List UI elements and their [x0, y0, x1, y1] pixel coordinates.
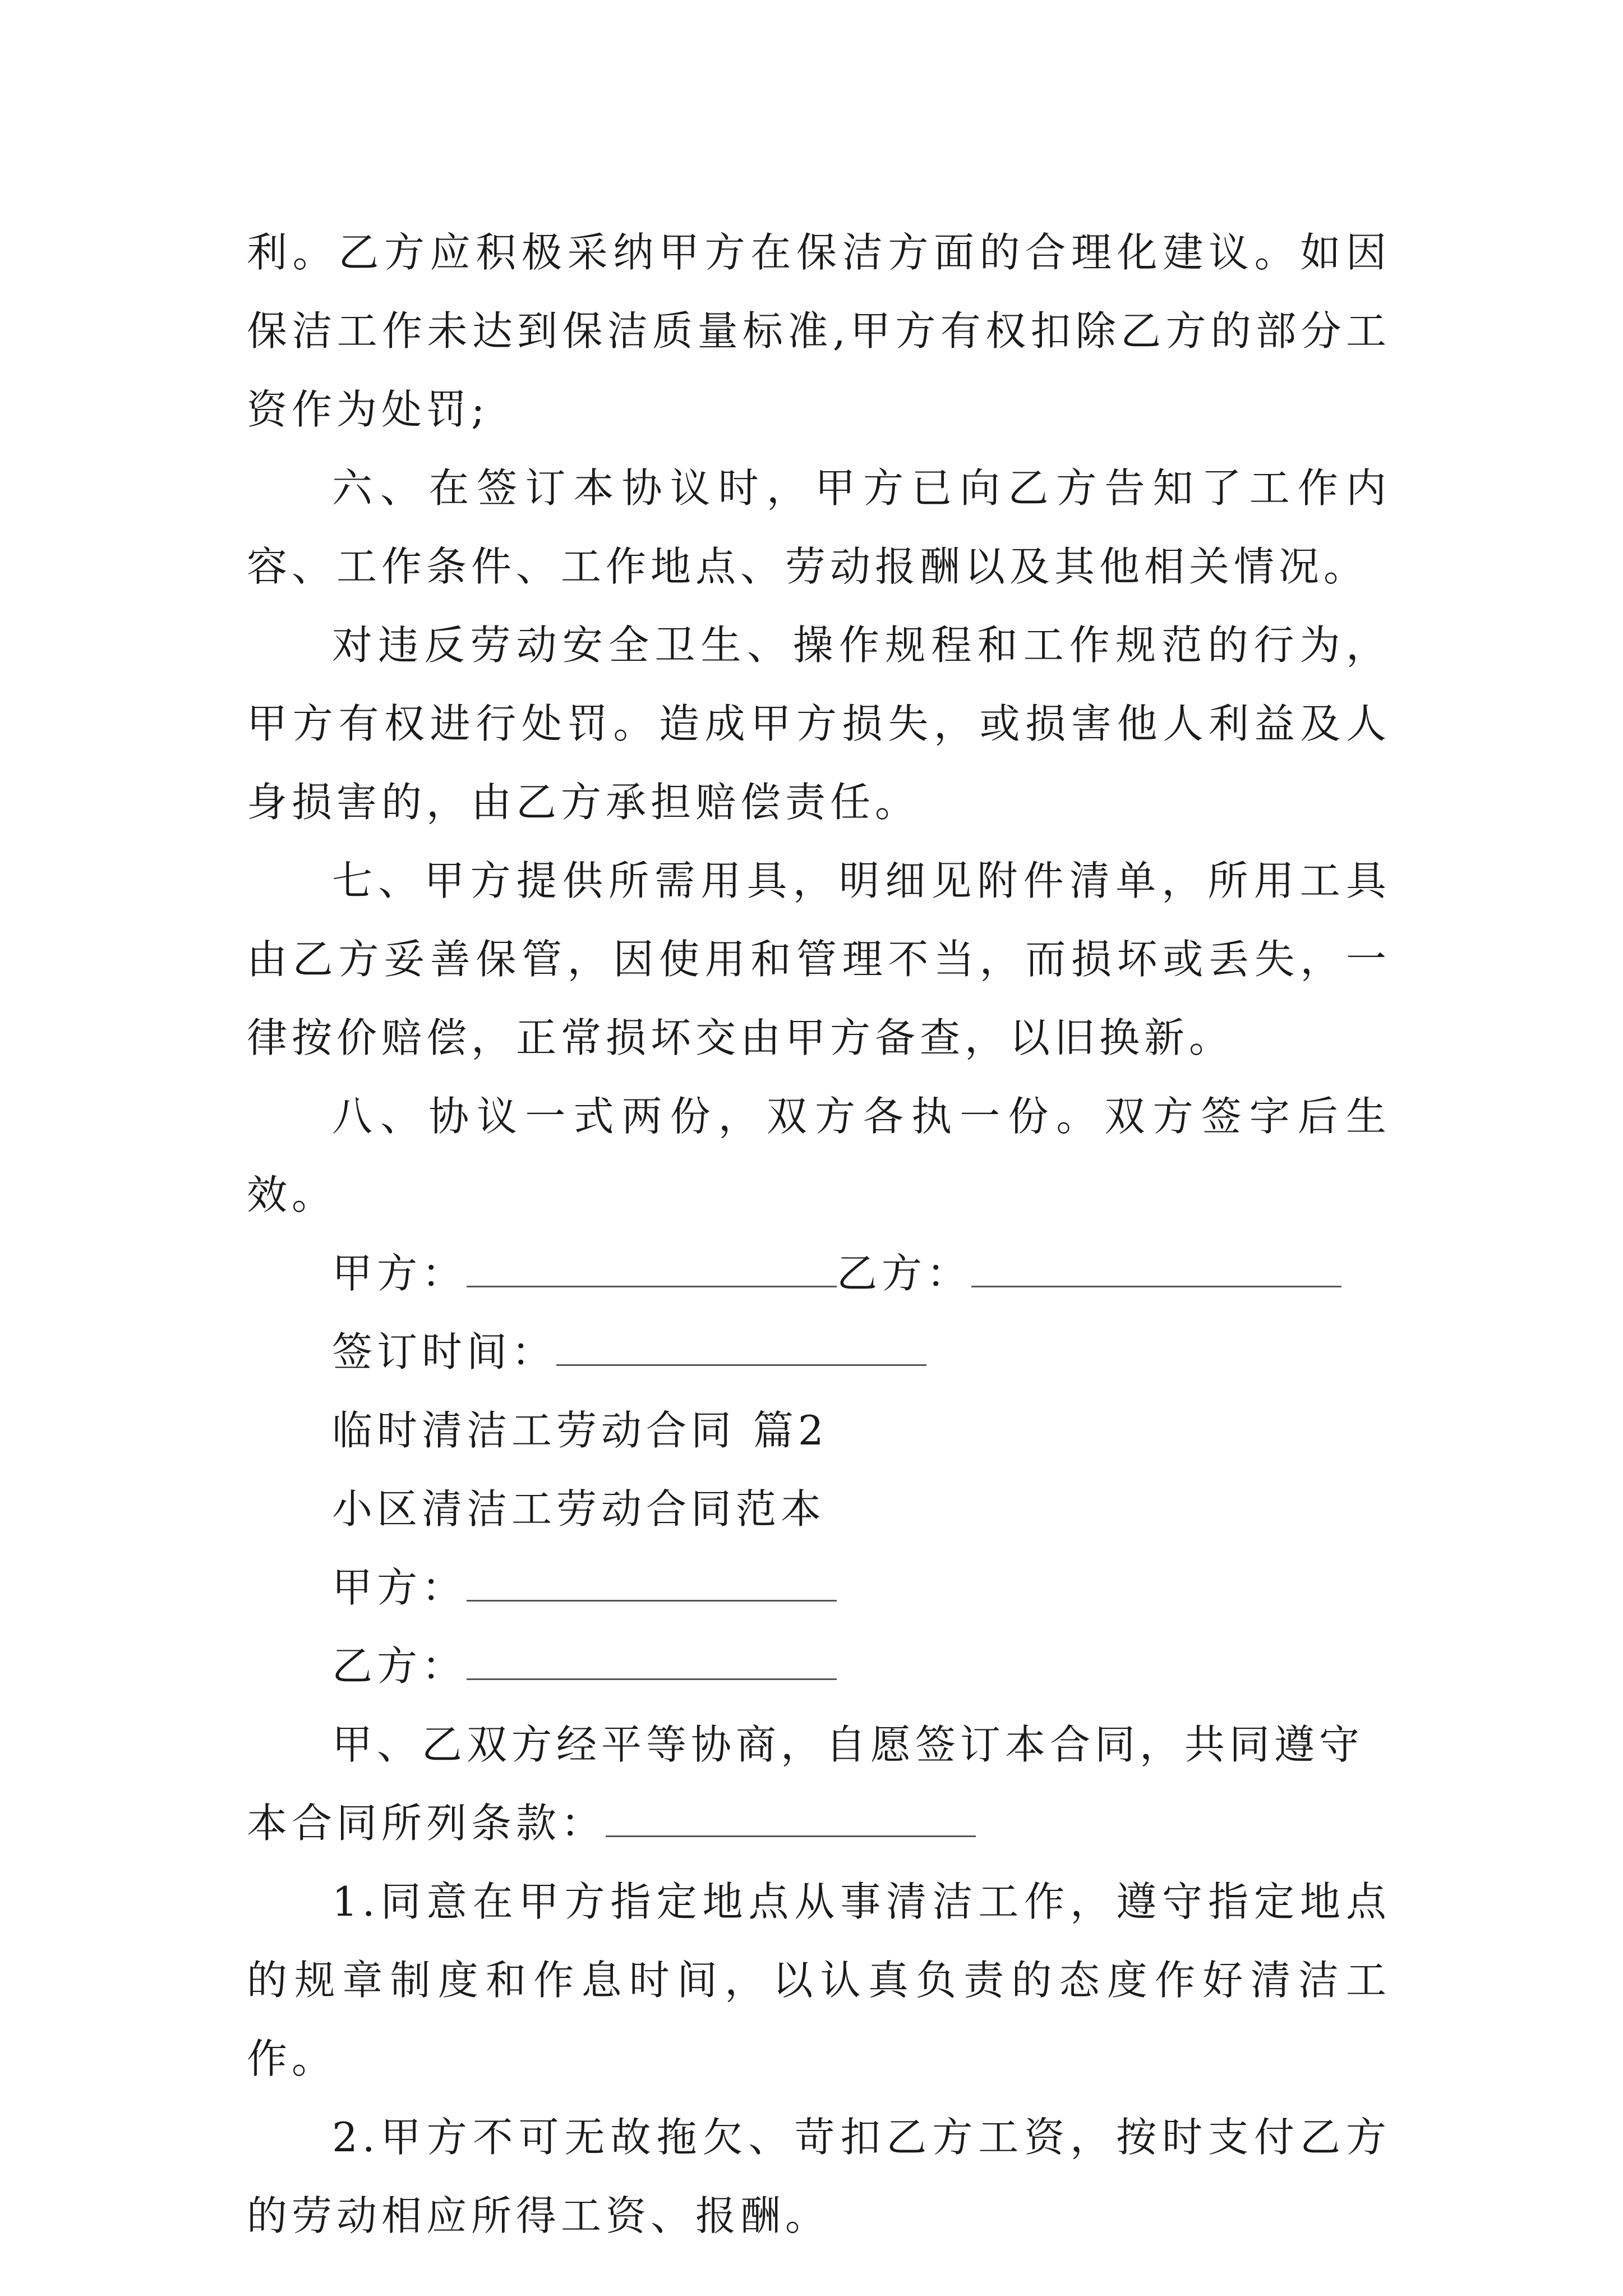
party-b-label: 乙方：: [837, 1250, 972, 1297]
sign-time-blank[interactable]: [556, 1331, 926, 1366]
signature-parties-line: [247, 1234, 1391, 1313]
section2-party-a-label: 甲方：: [332, 1564, 467, 1611]
paragraph-clause-six: 六、在签订本协议时，甲方已向乙方告知了工作内容、工作条件、工作地点、劳动报酬以及其他相关情况。: [247, 464, 1391, 590]
contract-item-1: 1.同意在甲方指定地点从事清洁工作，遵守指定地点的规章制度和作息时间，以认真负责的态度作好清洁工作。: [247, 1878, 1391, 2082]
party-a-label: 甲方：: [332, 1250, 467, 1297]
section2-party-a-blank[interactable]: [467, 1566, 837, 1602]
contract-intro-blank[interactable]: [606, 1802, 976, 1837]
section2-party-b-line: [247, 1627, 1391, 1705]
contract-item-2: 2.甲方不可无故拖欠、苛扣乙方工资，按时支付乙方的劳动相应所得工资、报酬。: [247, 2114, 1391, 2239]
contract-intro-text: 甲、乙双方经平等协商，自愿签订本合同，共同遵守本合同所列条款：: [247, 1721, 1364, 1847]
paragraph-clause-seven: 七、甲方提供所需用具，明细见附件清单，所用工具由乙方妥善保管，因使用和管理不当，而损坏或丢失，一律按价赔偿，正常损坏交由甲方备查，以旧换新。: [247, 857, 1391, 1061]
section2-party-b-blank[interactable]: [467, 1645, 837, 1680]
paragraph-clause-eight: 八、协议一式两份，双方各执一份。双方签字后生效。: [247, 1093, 1391, 1218]
paragraph-cleaning-suggestions: 利。乙方应积极采纳甲方在保洁方面的合理化建议。如因保洁工作未达到保洁质量标准,甲方有权扣除乙方的部分工资作为处罚;: [247, 229, 1391, 433]
contract-title: 小区清洁工劳动合同范本: [332, 1485, 826, 1533]
section2-party-b-label: 乙方：: [332, 1642, 467, 1690]
paragraph-violation-penalty: 对违反劳动安全卫生、操作规程和工作规范的行为，甲方有权进行处罚。造成甲方损失，或损害他人利益及人身损害的，由乙方承担赔偿责任。: [247, 622, 1391, 826]
party-a-blank[interactable]: [467, 1252, 837, 1287]
section2-party-a-line: [247, 1548, 1391, 1627]
sign-time-line: [247, 1313, 1391, 1391]
contract-intro: [247, 1705, 1391, 1862]
sign-time-label: 签订时间：: [332, 1328, 557, 1375]
party-b-blank[interactable]: [971, 1252, 1341, 1287]
section-heading: 临时清洁工劳动合同 篇2: [332, 1407, 828, 1454]
document-page: [247, 213, 1391, 2255]
